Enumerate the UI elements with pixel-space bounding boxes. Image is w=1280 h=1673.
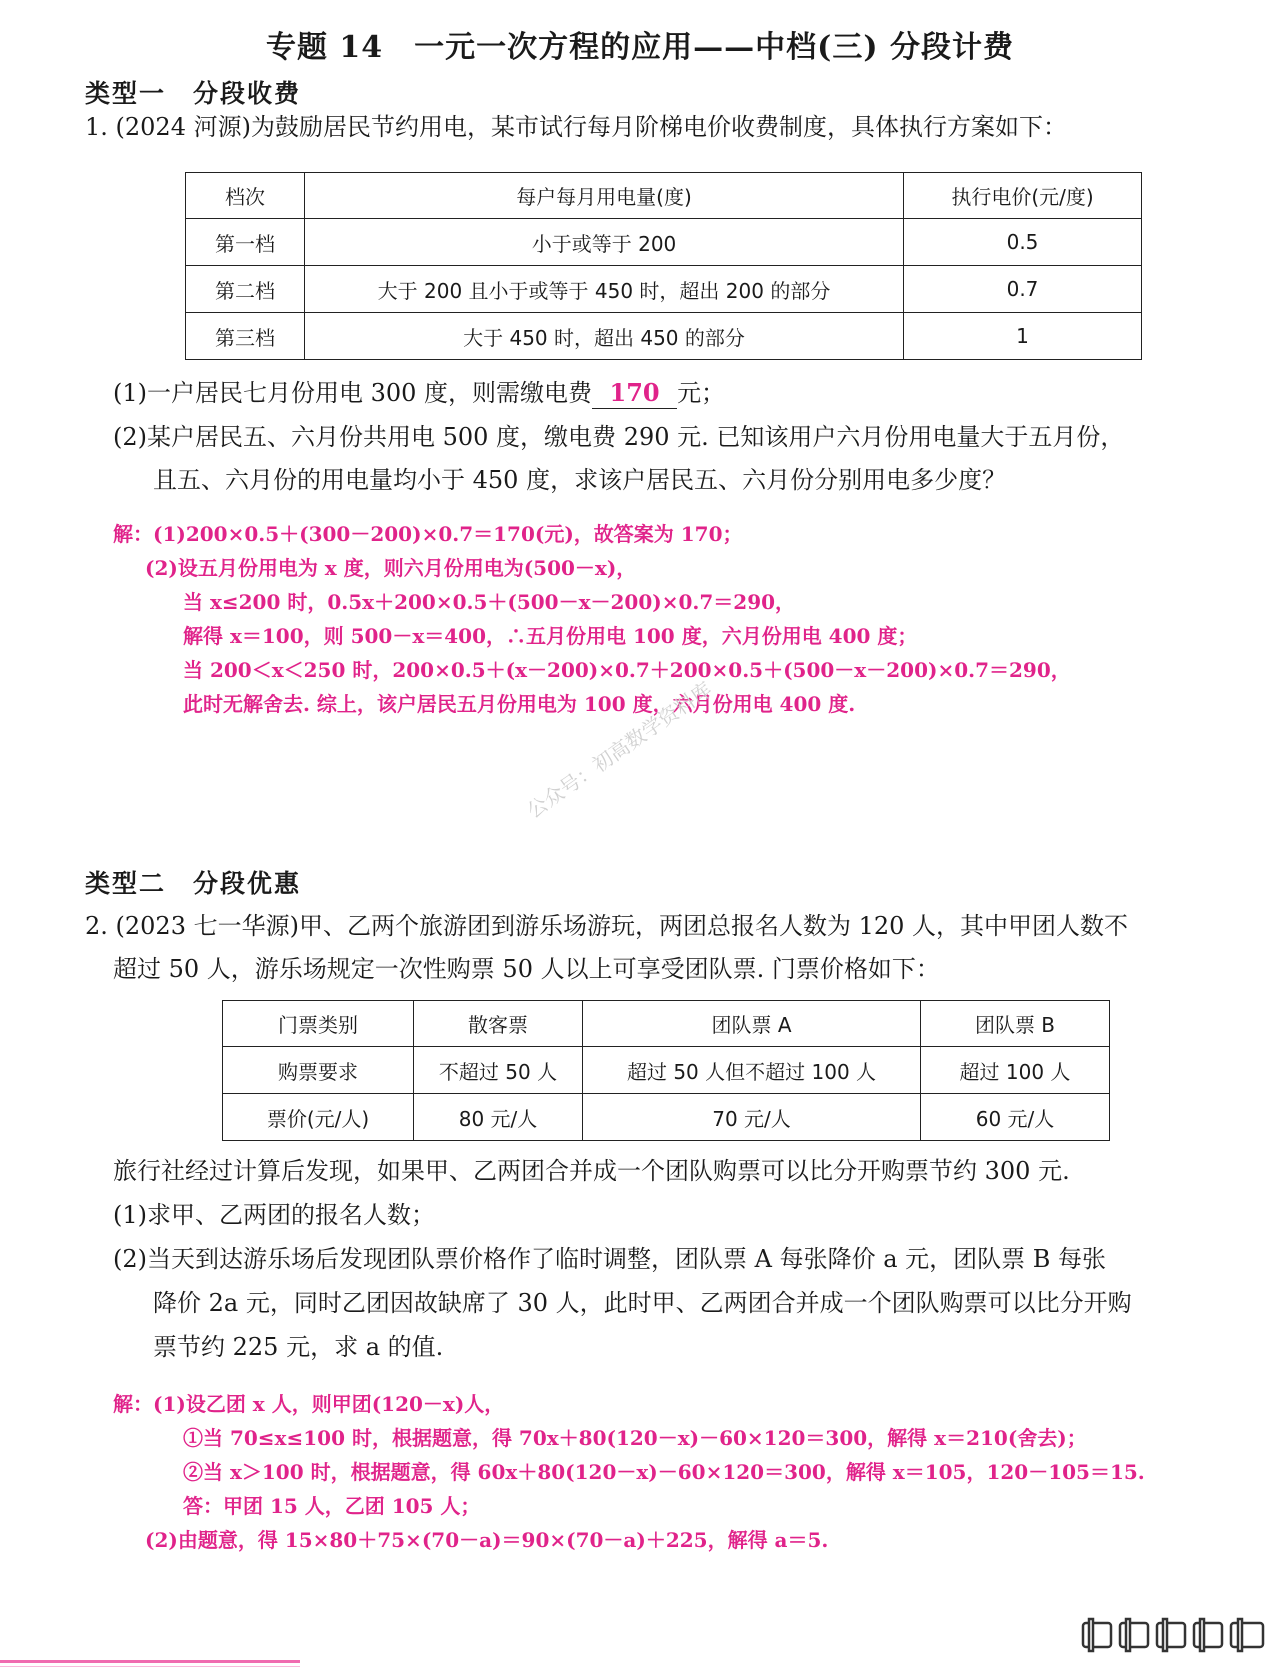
page-title: 专题 14 一元一次方程的应用——中档(三) 分段计费 [265,30,1015,65]
question-2-text: 旅行社经过计算后发现，如果甲、乙两团合并成一个团队购票可以比分开购票节约 300 元. [113,1157,1070,1185]
table-cell: 第三档 [186,313,305,360]
section-heading-1: 类型一 分段收费 [85,79,302,108]
question-1-part-2-line-1: (2)某户居民五、六月份共用电 500 度，缴电费 290 元. 已知该用户六月份用电量大于五月份， [113,423,1125,451]
table-cell: 团队票 A [583,1001,921,1047]
table-cell: 票价(元/人) [223,1094,414,1141]
section-heading-2: 类型二 分段优惠 [85,869,302,898]
table-cell: 大于 450 时，超出 450 的部分 [305,313,904,360]
table-cell: 团队票 B [921,1001,1110,1047]
table-cell: 大于 200 且小于或等于 450 时，超出 200 的部分 [305,266,904,313]
table-cell: 80 元/人 [414,1094,583,1141]
table-cell: 第二档 [186,266,305,313]
table-cell: 超过 100 人 [921,1047,1110,1094]
question-1-part-2-line-2: 且五、六月份的用电量均小于 450 度，求该户居民五、六月份分别用电多少度？ [153,466,1007,494]
footer-decoration [0,1660,300,1663]
answer-2-line: ②当 x＞100 时，根据题意，得 60x＋80(120－x)－60×120＝300，解得 x＝105，120－105＝15. [183,1460,1145,1484]
table-cell: 小于或等于 200 [305,219,904,266]
question-2-part-2-line-3: 票节约 225 元，求 a 的值. [153,1333,444,1361]
table-cell: 70 元/人 [583,1094,921,1141]
table-cell: 门票类别 [223,1001,414,1047]
answer-2-line: (2)由题意，得 15×80＋75×(70－a)＝90×(70－a)＋225，解得 a＝5. [145,1528,829,1552]
table-cell: 购票要求 [223,1047,414,1094]
ticket-price-table [222,1000,1110,1141]
table-cell: 不超过 50 人 [414,1047,583,1094]
answer-2-line: ①当 70≤x≤100 时，根据题意，得 70x＋80(120－x)－60×120＝300，解得 x＝210(舍去)； [183,1426,1087,1450]
question-2-stem-line-2: 超过 50 人，游乐场规定一次性购票 50 人以上可享受团队票. 门票价格如下： [113,955,940,983]
electricity-price-table [185,172,1142,360]
table-cell: 超过 50 人但不超过 100 人 [583,1047,921,1094]
question-2-stem-line-1: 2. (2023 七一华源)甲、乙两个旅游团到游乐场游玩，两团总报名人数为 120 人，其中甲团人数不 [85,912,1129,940]
watermark: 公众号：初高数学资料库 [522,677,717,823]
table-cell: 散客票 [414,1001,583,1047]
question-2-part-2-line-2: 降价 2a 元，同时乙团因故缺席了 30 人，此时甲、乙两团合并成一个团队购票可以比分开购 [153,1289,1132,1317]
table-header: 执行电价(元/度) [904,173,1142,219]
footer-decoration [0,1666,300,1667]
part-1-unit: 元； [677,379,726,407]
table-cell: 60 元/人 [921,1094,1110,1141]
table-cell: 1 [904,313,1142,360]
part-1-text: (1)一户居民七月份用电 300 度，则需缴电费 [113,379,593,407]
question-1-stem: 1. (2024 河源)为鼓励居民节约用电，某市试行每月阶梯电价收费制度，具体执行方案如下： [85,113,1067,141]
answer-1-line: (2)设五月份用电为 x 度，则六月份用电为(500－x)， [145,556,637,580]
table-header: 档次 [186,173,305,219]
answer-1-line: 解得 x＝100，则 500－x＝400，∴五月份用电 100 度，六月份用电 400 度； [183,624,918,648]
answer-1-line: 此时无解舍去. 综上，该户居民五月份用电为 100 度，六月份用电 400 度. [183,692,856,716]
table-cell: 0.5 [904,219,1142,266]
answer-1-line: 当 200＜x＜250 时，200×0.5＋(x－200)×0.7＋200×0.5＋(500－x－200)×0.7＝290， [183,658,1071,682]
table-cell: 第一档 [186,219,305,266]
question-2-part-1: (1)求甲、乙两团的报名人数； [113,1201,435,1229]
answer-1-line: 解：(1)200×0.5＋(300－200)×0.7＝170(元)，故答案为 170； [113,522,743,546]
question-2-part-2-line-1: (2)当天到达游乐场后发现团队票价格作了临时调整，团队票 A 每张降价 a 元，团队票 B 每张 [113,1245,1107,1273]
table-header: 每户每月用电量(度) [305,173,904,219]
toggle-icons[interactable] [1080,1615,1270,1655]
answer-blank: 170 [592,378,677,409]
answer-1-line: 当 x≤200 时，0.5x＋200×0.5＋(500－x－200)×0.7＝290， [183,590,796,614]
answer-2-line: 解：(1)设乙团 x 人，则甲团(120－x)人， [113,1392,505,1416]
question-1-part-1 [113,372,725,414]
answer-2-line: 答：甲团 15 人，乙团 105 人； [183,1494,481,1518]
table-cell: 0.7 [904,266,1142,313]
